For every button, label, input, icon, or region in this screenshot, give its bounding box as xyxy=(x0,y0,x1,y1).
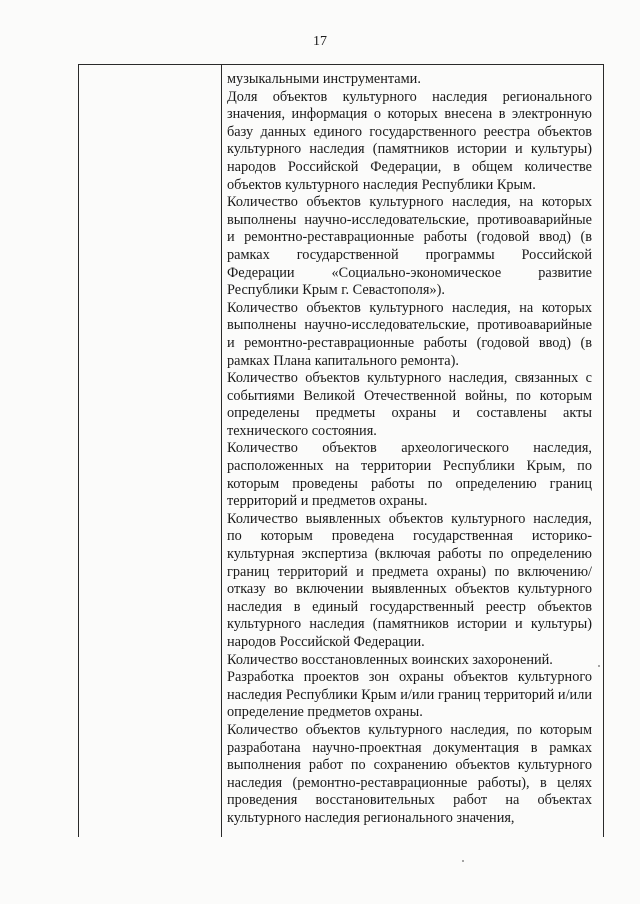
indicator-text-5: Количество объектов культурного наследия, связанных с событиями Великой Отечественной войны, по которым определены предметы охраны и составлены акты технического состояния. xyxy=(227,370,592,439)
indicator-text-10: Количество объектов культурного наследия, по которым разработана научно-проектная документация в рамках выполнения работ по сохранению объектов культурного наследия (ремонтно-реставрационные работы), в целях проведения восстановительных работ на объектах культурного наследия регионального значения, xyxy=(227,721,592,826)
table-left-cell xyxy=(79,65,221,837)
indicator-text-1: музыкальными инструментами. xyxy=(227,71,421,87)
column-divider xyxy=(221,65,222,837)
scan-speck xyxy=(462,860,464,862)
indicator-text-9: Разработка проектов зон охраны объектов культурного наследия Республики Крым и/или границ территорий и/или определение предметов охраны. xyxy=(227,669,592,721)
page-number: 17 xyxy=(313,34,327,49)
indicator-text-7: Количество выявленных объектов культурного наследия, по которым проведена государственная историко-культурная экспертиза (включая работы по определению границ территорий и предмета охраны) по включению/отказу во включении выявленных объектов культурного наследия в единый государственный реестр объектов культурного наследия (памятников истории и культуры) народов Российской Федерации. xyxy=(227,510,592,650)
indicator-text-8: Количество восстановленных воинских захоронений. xyxy=(227,651,553,668)
indicator-text-6: Количество объектов археологического наследия, расположенных на территории Республики Крым, по которым проведены работы по определению границ территорий и предметов охраны. xyxy=(227,440,592,510)
indicator-text-4: Количество объектов культурного наследия, на которых выполнены научно-исследовательские, противоаварийные и ремонтно-реставрационные работы (годовой ввод) (в рамках Плана капитального ремонта). xyxy=(227,299,592,369)
indicator-table xyxy=(78,64,604,837)
table-right-cell xyxy=(227,71,592,828)
indicator-text-2: Доля объектов культурного наследия регионального значения, информация о которых внесена в электронную базу данных единого государственного реестра объектов культурного наследия (памятников истории и культуры) народов Российской Федерации, в общем количестве объектов культурного наследия Республики Крым. xyxy=(227,88,592,193)
scan-speck xyxy=(598,665,600,667)
indicator-text-3: Количество объектов культурного наследия, на которых выполнены научно-исследовательские, противоаварийные и ремонтно-реставрационные работы (годовой ввод) (в рамках государственной программы Российской Федерации «Социально-экономическое развитие Республики Крым г. Севастополя»). xyxy=(227,194,592,299)
